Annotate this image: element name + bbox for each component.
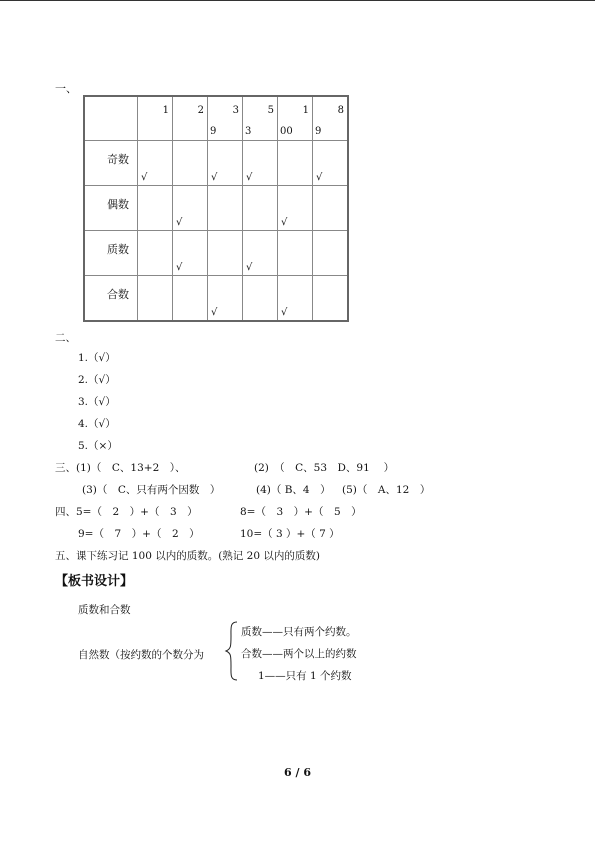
mark-cell — [278, 231, 313, 276]
table-header-cell: 3 9 — [208, 96, 243, 141]
page-top-rule — [0, 0, 595, 1]
mark-cell — [313, 276, 349, 322]
table-header-cell: 1 00 — [278, 96, 313, 141]
table-row-even — [84, 186, 348, 231]
mark-cell — [313, 231, 349, 276]
board-branch-one: 1——只有 1 个约数 — [258, 670, 352, 682]
mark-cell — [208, 231, 243, 276]
board-design-title: 【板书设计】 — [55, 574, 134, 589]
board-branch-prime: 质数——只有两个约数。 — [241, 626, 357, 638]
mark-cell: √ — [173, 186, 208, 231]
mark-cell: √ — [208, 141, 243, 186]
answer-item: 2.（√） — [78, 374, 116, 386]
section-three-part3: (3)（ C、只有两个因数 ） — [82, 484, 221, 496]
curly-brace-icon — [224, 620, 240, 682]
mark-cell — [138, 186, 173, 231]
mark-cell — [138, 276, 173, 322]
answer-item: 4.（√） — [78, 418, 116, 430]
board-branch-composite: 合数——两个以上的约数 — [241, 648, 357, 660]
section-three-part1: 三、(1)（ C、13+2 ）、 — [55, 462, 186, 474]
number-classification-table — [83, 95, 349, 322]
mark-cell: √ — [138, 141, 173, 186]
mark-cell: √ — [243, 141, 278, 186]
mark-cell — [243, 276, 278, 322]
mark-cell — [208, 186, 243, 231]
row-label-cell: 奇数 — [84, 141, 138, 186]
section-three-part5: (5)（ A、12 ） — [342, 484, 431, 496]
row-label-cell: 偶数 — [84, 186, 138, 231]
section-four-eq4: 10=（ 3 ）+（ 7 ） — [240, 528, 340, 540]
mark-cell — [243, 186, 278, 231]
table-row-odd — [84, 141, 348, 186]
mark-cell: √ — [278, 276, 313, 322]
table-header-row — [84, 96, 348, 141]
section-four-eq1: 四、5=（ 2 ）+（ 3 ） — [55, 506, 198, 518]
mark-cell — [173, 141, 208, 186]
mark-cell — [173, 276, 208, 322]
table-header-cell: 8 9 — [313, 96, 349, 141]
page-number: 6 / 6 — [284, 766, 311, 779]
mark-cell: √ — [173, 231, 208, 276]
mark-cell — [278, 141, 313, 186]
answer-item: 1.（√） — [78, 352, 116, 364]
table-header-cell: 5 3 — [243, 96, 278, 141]
table-row-prime — [84, 231, 348, 276]
board-subtitle: 质数和合数 — [78, 604, 131, 616]
mark-cell: √ — [208, 276, 243, 322]
table-header-cell: 2 — [173, 96, 208, 141]
section-four-eq3: 9=（ 7 ）+（ 2 ） — [78, 528, 200, 540]
section-three-part2: (2) （ C、53 D、91 ） — [254, 462, 395, 474]
section-one-label: 一、 — [55, 82, 77, 95]
mark-cell: √ — [278, 186, 313, 231]
row-label-cell: 质数 — [84, 231, 138, 276]
section-three-part4: (4)（ B、4 ） — [256, 484, 331, 496]
section-two-label: 二、 — [55, 332, 76, 344]
board-natural-number: 自然数（按约数的个数分为 — [78, 649, 204, 661]
answer-item: 5.（×） — [78, 440, 118, 452]
mark-cell — [313, 186, 349, 231]
table-corner-cell — [84, 96, 138, 141]
table-row-composite — [84, 276, 348, 322]
answer-item: 3.（√） — [78, 396, 116, 408]
table-header-cell: 1 — [138, 96, 173, 141]
row-label-cell: 合数 — [84, 276, 138, 322]
section-five-text: 五、课下练习记 100 以内的质数。(熟记 20 以内的质数) — [55, 550, 320, 562]
section-four-eq2: 8=（ 3 ）+（ 5 ） — [240, 506, 362, 518]
mark-cell: √ — [243, 231, 278, 276]
mark-cell: √ — [313, 141, 349, 186]
mark-cell — [138, 231, 173, 276]
